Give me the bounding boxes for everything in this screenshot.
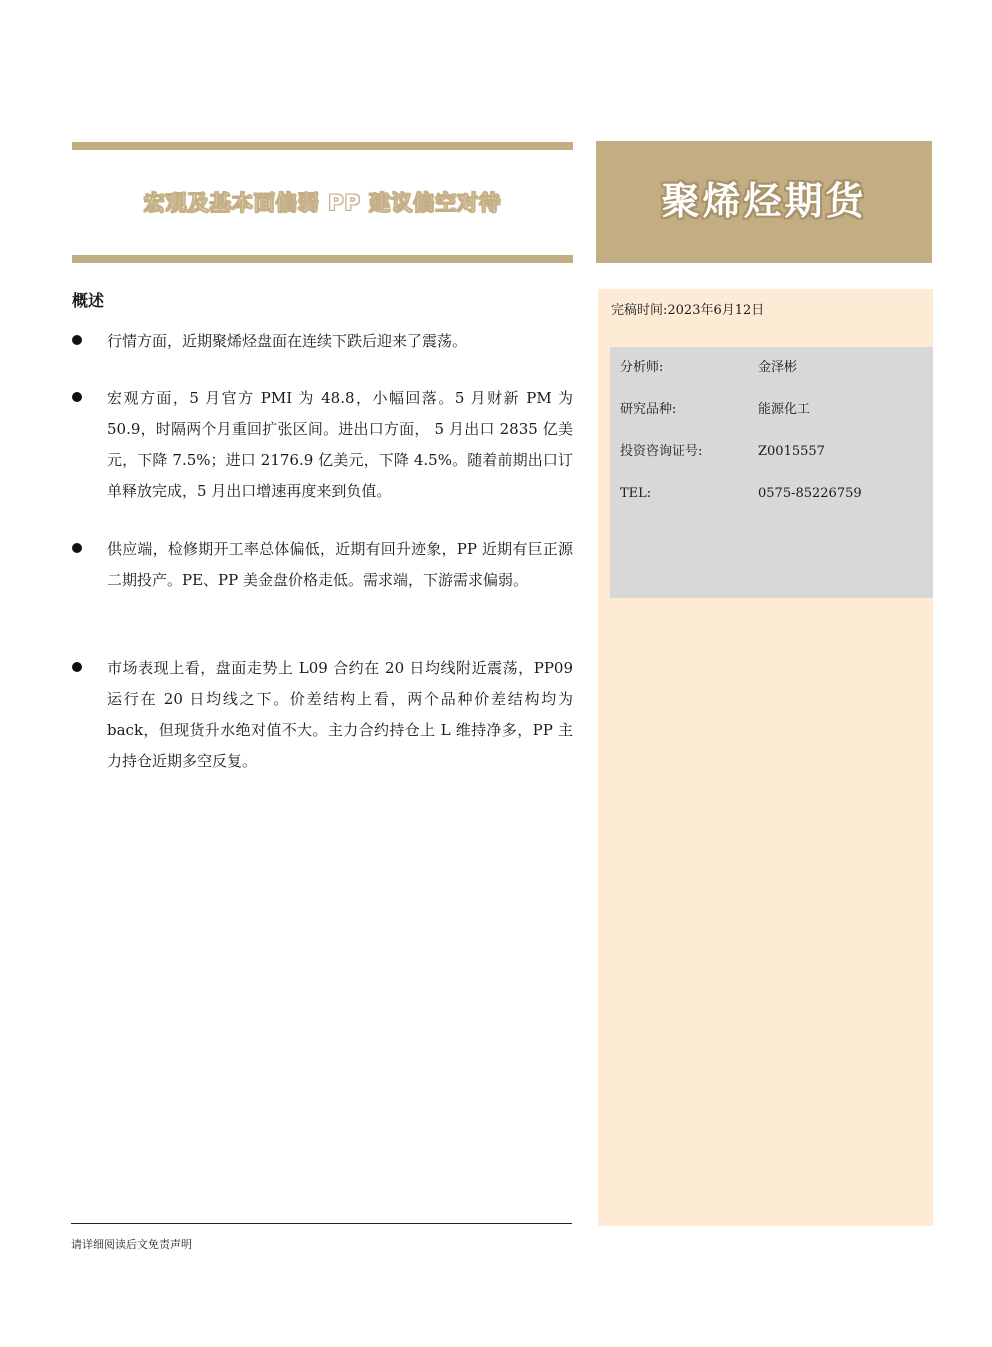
tel-value: 0575-85226759 [758, 486, 862, 501]
tel-row [620, 484, 930, 504]
tel-label: TEL: [620, 486, 652, 501]
title-top-rule [72, 142, 573, 150]
research-field-row [620, 400, 930, 420]
license-value: Z0015557 [758, 444, 825, 459]
footer-rule [71, 1223, 572, 1224]
analyst-row [620, 358, 930, 378]
research-field-value: 能源化工 [758, 402, 811, 417]
report-title: 宏观及基本面偏弱 PP 建议偏空对待 [143, 191, 502, 215]
license-row [620, 442, 930, 462]
bullet-text: 市场表现上看，盘面走势上 L09 合约在 20 日均线附近震荡，PP09 运行在 20 日均线之下。价差结构上看，两个品种价差结构均为 back，但现货升水绝对值不大。主力合约持仓上 L 维持净多，PP 主力持仓近期多空反复。 [107, 659, 573, 770]
finish-date: 完稿时间:2023年6月12日 [611, 303, 765, 318]
bullet-dot-icon [72, 392, 82, 402]
analyst-info-box [610, 347, 933, 598]
bullet-dot-icon [72, 543, 82, 553]
category-title: 聚烯烃期货 [661, 179, 867, 223]
analyst-value: 金泽彬 [758, 360, 798, 375]
bullet-text: 宏观方面，5 月官方 PMI 为 48.8，小幅回落。5 月财新 PM 为 50.9，时隔两个月重回扩张区间。进出口方面， 5 月出口 2835 亿美元，下降 7.5%；进口 2176.9 亿美元，下降 4.5%。随着前期出口订单释放完成，5 月出口增速再度来到负值。 [107, 389, 573, 500]
bullet-dot-icon [72, 335, 82, 345]
bullet-dot-icon [72, 662, 82, 672]
category-banner [596, 141, 932, 263]
disclaimer-note: 请详细阅读后文免责声明 [71, 1238, 192, 1251]
bullet-text: 行情方面，近期聚烯烃盘面在连续下跌后迎来了震荡。 [107, 332, 468, 350]
sidebar [598, 289, 933, 1226]
bullet-text: 供应端，检修期开工率总体偏低，近期有回升迹象，PP 近期有巨正源二期投产。PE、PP 美金盘价格走低。需求端，下游需求偏弱。 [107, 540, 573, 589]
license-label: 投资咨询证号: [620, 444, 703, 459]
analyst-label: 分析师: [620, 360, 664, 375]
section-heading: 概述 [72, 291, 105, 310]
research-field-label: 研究品种: [620, 402, 677, 417]
title-bottom-rule [72, 255, 573, 263]
